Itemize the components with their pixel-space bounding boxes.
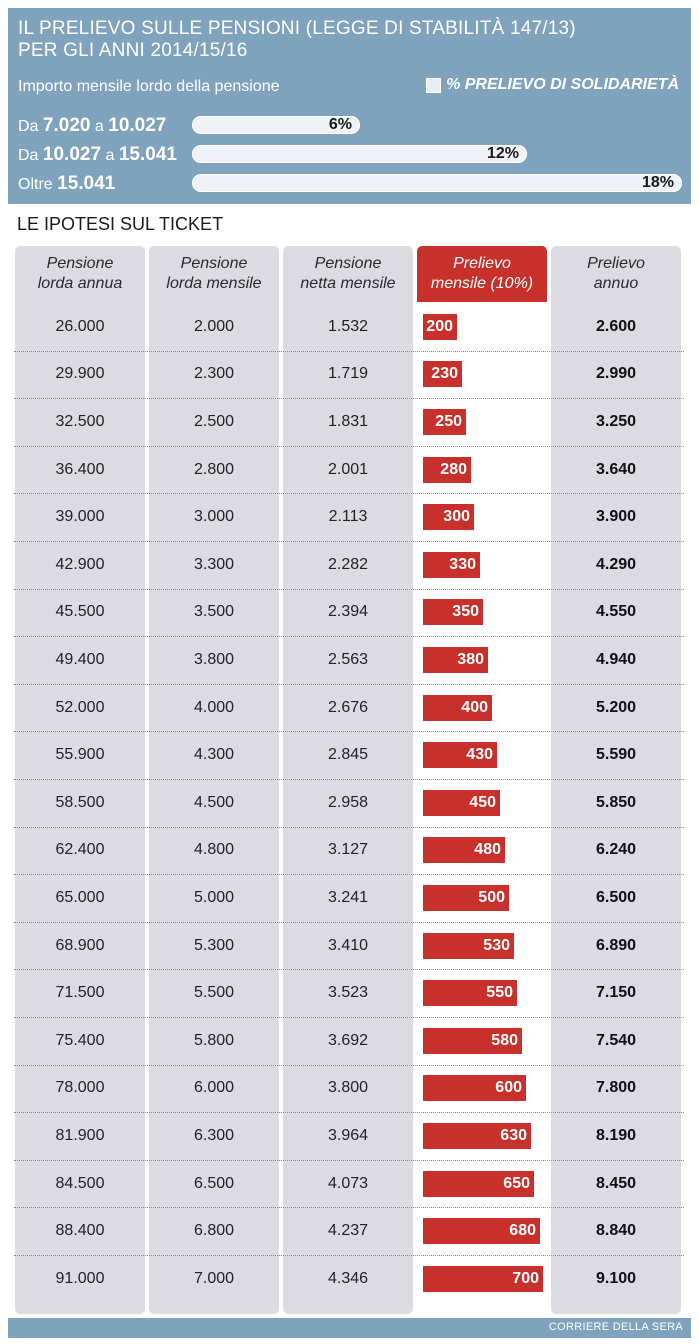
cell-netta-mensile: 3.241 bbox=[327, 889, 369, 906]
cell-prelievo-annuo: 8.450 bbox=[595, 1174, 637, 1192]
footer-bar bbox=[8, 1318, 691, 1338]
prelievo-mensile-bar: 350 bbox=[423, 599, 483, 625]
row-divider bbox=[14, 1017, 684, 1018]
cell-netta-mensile: 3.692 bbox=[327, 1031, 369, 1049]
prelievo-mensile-bar: 380 bbox=[423, 647, 488, 673]
row-divider bbox=[14, 1065, 684, 1066]
row-divider bbox=[14, 1255, 684, 1256]
prelievo-mensile-bar: 450 bbox=[423, 790, 500, 816]
bracket-bar bbox=[192, 145, 527, 163]
cell-lorda-annua: 32.500 bbox=[55, 413, 105, 430]
header-lorda-annua: Pensione lorda annua bbox=[37, 255, 123, 292]
cell-prelievo-annuo: 6.890 bbox=[595, 936, 637, 954]
cell-lorda-annua: 55.900 bbox=[55, 746, 105, 764]
prelievo-mensile-bar: 230 bbox=[423, 361, 462, 387]
cell-lorda-mensile: 5.800 bbox=[193, 1031, 235, 1049]
cell-prelievo-annuo: 5.850 bbox=[595, 793, 637, 811]
cell-lorda-mensile: 3.800 bbox=[193, 651, 235, 668]
footer-source: CORRIERE DELLA SERA bbox=[548, 1321, 683, 1333]
row-divider bbox=[14, 827, 684, 828]
prelievo-mensile-bar: 680 bbox=[423, 1218, 540, 1244]
prelievo-mensile-bar: 550 bbox=[423, 980, 517, 1006]
bracket-label: Oltre 15.041 bbox=[18, 173, 116, 194]
row-divider bbox=[14, 1160, 684, 1161]
prelievo-mensile-bar: 500 bbox=[423, 885, 509, 911]
cell-lorda-mensile: 5.000 bbox=[193, 889, 235, 906]
row-divider bbox=[14, 541, 684, 542]
prelievo-mensile-bar: 480 bbox=[423, 837, 505, 863]
column-background bbox=[15, 246, 145, 1314]
cell-netta-mensile: 3.127 bbox=[327, 841, 369, 859]
cell-lorda-mensile: 6.500 bbox=[193, 1174, 235, 1192]
cell-lorda-mensile: 2.500 bbox=[193, 413, 235, 430]
prelievo-mensile-bar: 700 bbox=[423, 1266, 543, 1292]
cell-lorda-annua: 75.400 bbox=[55, 1031, 105, 1049]
cell-netta-mensile: 2.676 bbox=[327, 698, 369, 716]
row-divider bbox=[14, 684, 684, 685]
cell-lorda-mensile: 2.800 bbox=[193, 460, 235, 478]
bracket-bar bbox=[192, 116, 360, 134]
row-divider bbox=[14, 398, 684, 399]
cell-netta-mensile: 1.831 bbox=[327, 413, 369, 430]
panel-title-line1: IL PRELIEVO SULLE PENSIONI (LEGGE DI STABILITÀ 147/13) bbox=[18, 18, 576, 39]
legend-swatch bbox=[426, 78, 441, 93]
header-prelievo-mensile: Prelievo mensile (10%) bbox=[417, 246, 547, 302]
cell-prelievo-annuo: 8.840 bbox=[595, 1222, 637, 1240]
cell-prelievo-annuo: 2.990 bbox=[595, 365, 637, 383]
cell-lorda-annua: 81.900 bbox=[55, 1127, 105, 1144]
row-divider bbox=[14, 446, 684, 447]
cell-prelievo-annuo: 6.500 bbox=[595, 889, 637, 906]
cell-lorda-mensile: 6.300 bbox=[193, 1127, 235, 1144]
prelievo-mensile-bar: 200 bbox=[423, 314, 457, 340]
bracket-percent: 12% bbox=[486, 145, 519, 162]
bracket-row bbox=[8, 170, 691, 196]
cell-prelievo-annuo: 4.290 bbox=[595, 555, 637, 573]
bracket-percent: 6% bbox=[328, 116, 352, 133]
cell-lorda-annua: 58.500 bbox=[55, 793, 105, 811]
prelievo-mensile-bar: 650 bbox=[423, 1171, 534, 1197]
cell-lorda-annua: 45.500 bbox=[55, 603, 105, 621]
cell-netta-mensile: 2.394 bbox=[327, 603, 369, 621]
prelievo-mensile-bar: 430 bbox=[423, 742, 497, 768]
column-background bbox=[551, 246, 681, 1314]
row-divider bbox=[14, 779, 684, 780]
cell-lorda-annua: 49.400 bbox=[55, 651, 105, 668]
header-lorda-mensile: Pensione lorda mensile bbox=[166, 255, 262, 292]
row-divider bbox=[14, 731, 684, 732]
cell-lorda-mensile: 4.300 bbox=[193, 746, 235, 764]
cell-netta-mensile: 2.563 bbox=[327, 651, 369, 668]
cell-prelievo-annuo: 2.600 bbox=[595, 317, 637, 335]
row-divider bbox=[14, 922, 684, 923]
prelievo-mensile-bar: 530 bbox=[423, 933, 514, 959]
cell-lorda-mensile: 4.500 bbox=[193, 793, 235, 811]
cell-lorda-annua: 39.000 bbox=[55, 508, 105, 526]
cell-netta-mensile: 3.964 bbox=[327, 1127, 369, 1144]
ticket-title: LE IPOTESI SUL TICKET bbox=[17, 214, 224, 234]
header-netta-mensile: Pensione netta mensile bbox=[300, 255, 396, 292]
cell-netta-mensile: 2.001 bbox=[327, 460, 369, 478]
row-divider bbox=[14, 1207, 684, 1208]
prelievo-mensile-bar: 600 bbox=[423, 1075, 526, 1101]
cell-netta-mensile: 4.346 bbox=[327, 1269, 369, 1287]
cell-lorda-mensile: 6.000 bbox=[193, 1079, 235, 1097]
cell-lorda-mensile: 4.000 bbox=[193, 698, 235, 716]
prelievo-mensile-bar: 300 bbox=[423, 504, 474, 530]
cell-prelievo-annuo: 7.540 bbox=[595, 1031, 637, 1049]
solidarity-panel bbox=[8, 8, 691, 204]
row-divider bbox=[14, 636, 684, 637]
cell-netta-mensile: 2.113 bbox=[328, 508, 368, 526]
cell-lorda-mensile: 5.500 bbox=[193, 984, 235, 1002]
panel-subtitle: Importo mensile lordo della pensione bbox=[18, 78, 280, 95]
cell-lorda-mensile: 4.800 bbox=[193, 841, 235, 859]
bracket-label: Da 7.020 a 10.027 bbox=[18, 115, 167, 136]
cell-prelievo-annuo: 4.550 bbox=[595, 603, 637, 621]
cell-netta-mensile: 1.719 bbox=[327, 365, 369, 383]
panel-title-line2: PER GLI ANNI 2014/15/16 bbox=[18, 40, 248, 61]
bracket-row bbox=[8, 141, 691, 167]
prelievo-mensile-bar: 330 bbox=[423, 552, 480, 578]
cell-lorda-annua: 62.400 bbox=[55, 841, 105, 859]
row-divider bbox=[14, 1112, 684, 1113]
prelievo-mensile-bar: 400 bbox=[423, 695, 492, 721]
legend-label: % PRELIEVO DI SOLIDARIETÀ bbox=[446, 76, 679, 93]
cell-netta-mensile: 4.237 bbox=[327, 1222, 369, 1240]
prelievo-mensile-bar: 580 bbox=[423, 1028, 522, 1054]
row-divider bbox=[14, 493, 684, 494]
cell-lorda-annua: 36.400 bbox=[55, 460, 105, 478]
cell-lorda-annua: 91.000 bbox=[55, 1269, 105, 1287]
cell-netta-mensile: 2.845 bbox=[327, 746, 369, 764]
cell-netta-mensile: 2.282 bbox=[327, 555, 369, 573]
cell-netta-mensile: 3.523 bbox=[327, 984, 369, 1002]
cell-netta-mensile: 1.532 bbox=[327, 317, 369, 335]
cell-lorda-mensile: 2.300 bbox=[193, 365, 235, 383]
bracket-bar bbox=[192, 174, 682, 192]
cell-lorda-mensile: 2.000 bbox=[193, 317, 235, 335]
column-background bbox=[283, 246, 413, 1314]
cell-prelievo-annuo: 6.240 bbox=[595, 841, 637, 859]
cell-prelievo-annuo: 3.640 bbox=[595, 460, 637, 478]
column-background bbox=[149, 246, 279, 1314]
cell-lorda-annua: 71.500 bbox=[55, 984, 105, 1002]
cell-lorda-annua: 65.000 bbox=[55, 889, 105, 906]
cell-lorda-annua: 88.400 bbox=[55, 1222, 105, 1240]
row-divider bbox=[14, 351, 684, 352]
bracket-percent: 18% bbox=[641, 174, 674, 191]
cell-lorda-mensile: 3.000 bbox=[193, 508, 235, 526]
cell-prelievo-annuo: 5.200 bbox=[595, 698, 637, 716]
cell-netta-mensile: 2.958 bbox=[327, 793, 369, 811]
panel-title bbox=[18, 18, 576, 62]
cell-lorda-mensile: 5.300 bbox=[193, 936, 235, 954]
bracket-row bbox=[8, 112, 691, 138]
cell-prelievo-annuo: 9.100 bbox=[595, 1269, 637, 1287]
cell-lorda-annua: 26.000 bbox=[55, 317, 105, 335]
cell-lorda-mensile: 7.000 bbox=[193, 1269, 235, 1287]
column-background bbox=[417, 246, 547, 1314]
cell-prelievo-annuo: 8.190 bbox=[595, 1127, 637, 1144]
cell-lorda-mensile: 6.800 bbox=[193, 1222, 235, 1240]
cell-lorda-annua: 84.500 bbox=[55, 1174, 105, 1192]
row-divider bbox=[14, 874, 684, 875]
cell-lorda-mensile: 3.300 bbox=[193, 555, 235, 573]
prelievo-mensile-bar: 280 bbox=[423, 457, 471, 483]
cell-netta-mensile: 4.073 bbox=[327, 1174, 369, 1192]
prelievo-mensile-bar: 250 bbox=[423, 409, 466, 435]
cell-lorda-annua: 29.900 bbox=[55, 365, 105, 383]
cell-prelievo-annuo: 7.800 bbox=[595, 1079, 637, 1097]
row-divider bbox=[14, 969, 684, 970]
bracket-label: Da 10.027 a 15.041 bbox=[18, 144, 177, 165]
cell-prelievo-annuo: 5.590 bbox=[595, 746, 637, 764]
row-divider bbox=[14, 589, 684, 590]
cell-prelievo-annuo: 3.900 bbox=[595, 508, 637, 526]
cell-prelievo-annuo: 3.250 bbox=[595, 413, 637, 430]
prelievo-mensile-bar: 630 bbox=[423, 1123, 531, 1149]
cell-prelievo-annuo: 4.940 bbox=[595, 651, 637, 668]
cell-prelievo-annuo: 7.150 bbox=[595, 984, 637, 1002]
cell-netta-mensile: 3.410 bbox=[327, 936, 369, 954]
cell-lorda-annua: 42.900 bbox=[55, 555, 105, 573]
legend bbox=[426, 76, 679, 94]
cell-lorda-annua: 68.900 bbox=[55, 936, 105, 954]
cell-lorda-mensile: 3.500 bbox=[193, 603, 235, 621]
cell-lorda-annua: 52.000 bbox=[55, 698, 105, 716]
header-prelievo-annuo: Prelievo annuo bbox=[587, 255, 645, 292]
cell-lorda-annua: 78.000 bbox=[55, 1079, 105, 1097]
cell-netta-mensile: 3.800 bbox=[327, 1079, 369, 1097]
